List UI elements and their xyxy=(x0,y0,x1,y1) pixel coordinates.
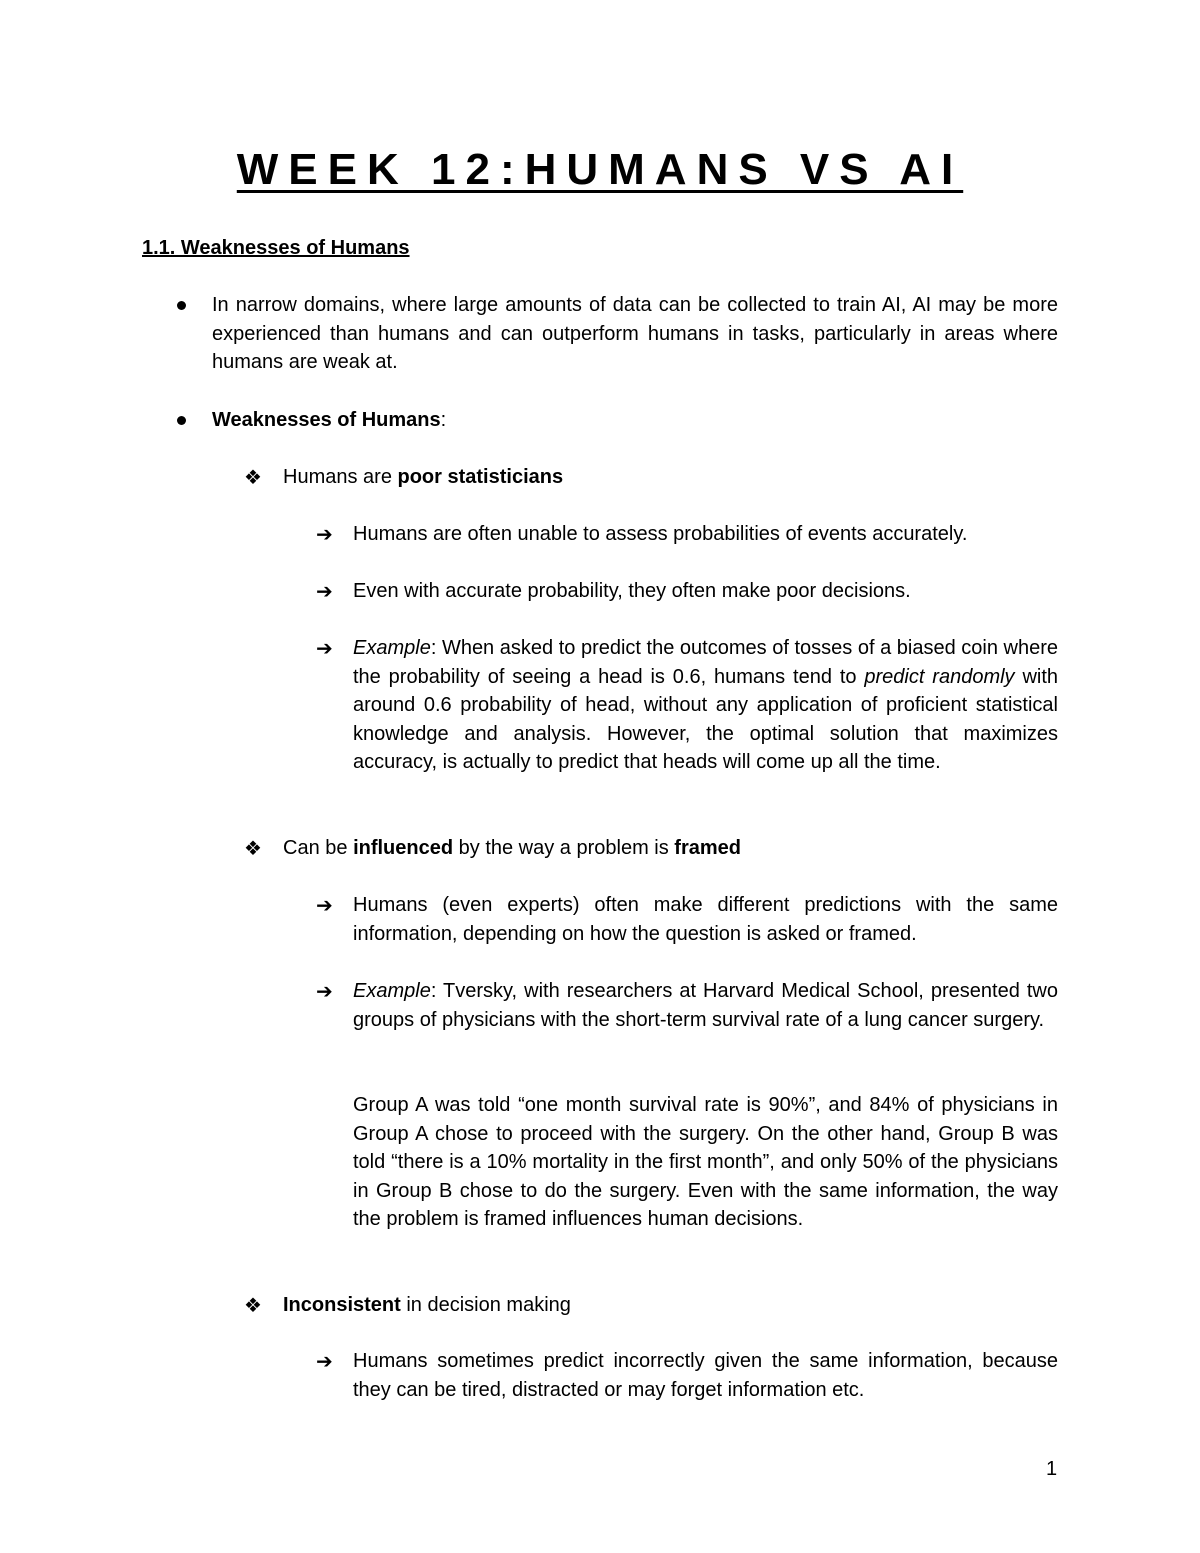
subpoint-bold: framed xyxy=(674,837,741,859)
group-paragraph: Group A was told “one month survival rate is 90%”, and 84% of physicians in Group A chose to proceed with the surgery. On the other hand, Group B was told “there is a 10% mortality in the first month”, and only 50% of the physicians in Group B chose to do the surgery. Even with the same information, the way the problem is framed influences human decisions. xyxy=(353,1094,1058,1231)
section-heading: 1.1. Weaknesses of Humans xyxy=(142,237,410,259)
example-label: Example xyxy=(353,637,431,659)
bullet-heading-bold: Weaknesses of Humans xyxy=(212,409,441,431)
example-text: with around 0.6 probability of head, without any application of proficient statistical knowledge and analysis. However, the optimal solution that maximizes accuracy, is actually to predict that heads will come up all the time. xyxy=(353,665,1059,774)
arrow-bullet-icon: ➔ xyxy=(316,579,333,603)
example-label: Example xyxy=(353,980,431,1002)
bullet-heading xyxy=(212,406,1058,435)
page-number: 1 xyxy=(1046,1458,1058,1480)
bullet-dot-icon xyxy=(177,416,186,425)
diamond-bullet-icon: ❖ xyxy=(244,1293,262,1317)
arrow-bullet-icon: ➔ xyxy=(316,522,333,546)
example-paragraph xyxy=(353,977,1058,1034)
example-italic: predict randomly xyxy=(864,665,1015,688)
subpoint-poor-statisticians xyxy=(283,463,1058,492)
example-paragraph xyxy=(353,634,1058,777)
subpoint-framing xyxy=(283,834,1058,863)
arrow-point: Even with accurate probability, they often make poor decisions. xyxy=(353,580,911,602)
subpoint-text: Humans are xyxy=(283,466,398,488)
arrow-point: Humans are often unable to assess probabilities of events accurately. xyxy=(353,523,968,545)
arrow-bullet-icon: ➔ xyxy=(316,893,333,917)
bullet-heading-colon: : xyxy=(440,409,447,431)
page-title: WEEK 12:HUMANS VS AI xyxy=(236,145,964,194)
arrow-bullet-icon: ➔ xyxy=(316,979,333,1003)
subpoint-inconsistent xyxy=(283,1291,1058,1320)
subpoint-text: by the way a problem is xyxy=(453,837,675,859)
subpoint-text: Can be xyxy=(283,837,354,859)
subpoint-text: in decision making xyxy=(400,1294,571,1316)
arrow-point: Humans sometimes predict incorrectly given the same information, because they can be tired, distracted or may forget information etc. xyxy=(353,1350,1058,1401)
arrow-bullet-icon: ➔ xyxy=(316,1349,333,1373)
diamond-bullet-icon: ❖ xyxy=(244,836,262,860)
example-text: : When asked to predict the outcomes of tosses of a biased coin where the probability of seeing a head is 0.6, humans tend to xyxy=(353,637,1058,688)
diamond-bullet-icon: ❖ xyxy=(244,465,262,489)
subpoint-bold: poor statisticians xyxy=(397,466,564,488)
subpoint-bold: Inconsistent xyxy=(283,1294,401,1316)
bullet-dot-icon xyxy=(177,301,186,310)
bullet-paragraph: In narrow domains, where large amounts of data can be collected to train AI, AI may be more experienced than humans and can outperform humans in tasks, particularly in areas where humans are weak at. xyxy=(212,294,1058,374)
arrow-bullet-icon: ➔ xyxy=(316,636,333,660)
arrow-point: Humans (even experts) often make different predictions with the same information, depending on how the question is asked or framed. xyxy=(353,894,1058,945)
subpoint-bold: influenced xyxy=(353,837,454,859)
example-text: : Tversky, with researchers at Harvard Medical School, presented two groups of physicians with the short-term survival rate of a lung cancer surgery. xyxy=(353,980,1058,1031)
